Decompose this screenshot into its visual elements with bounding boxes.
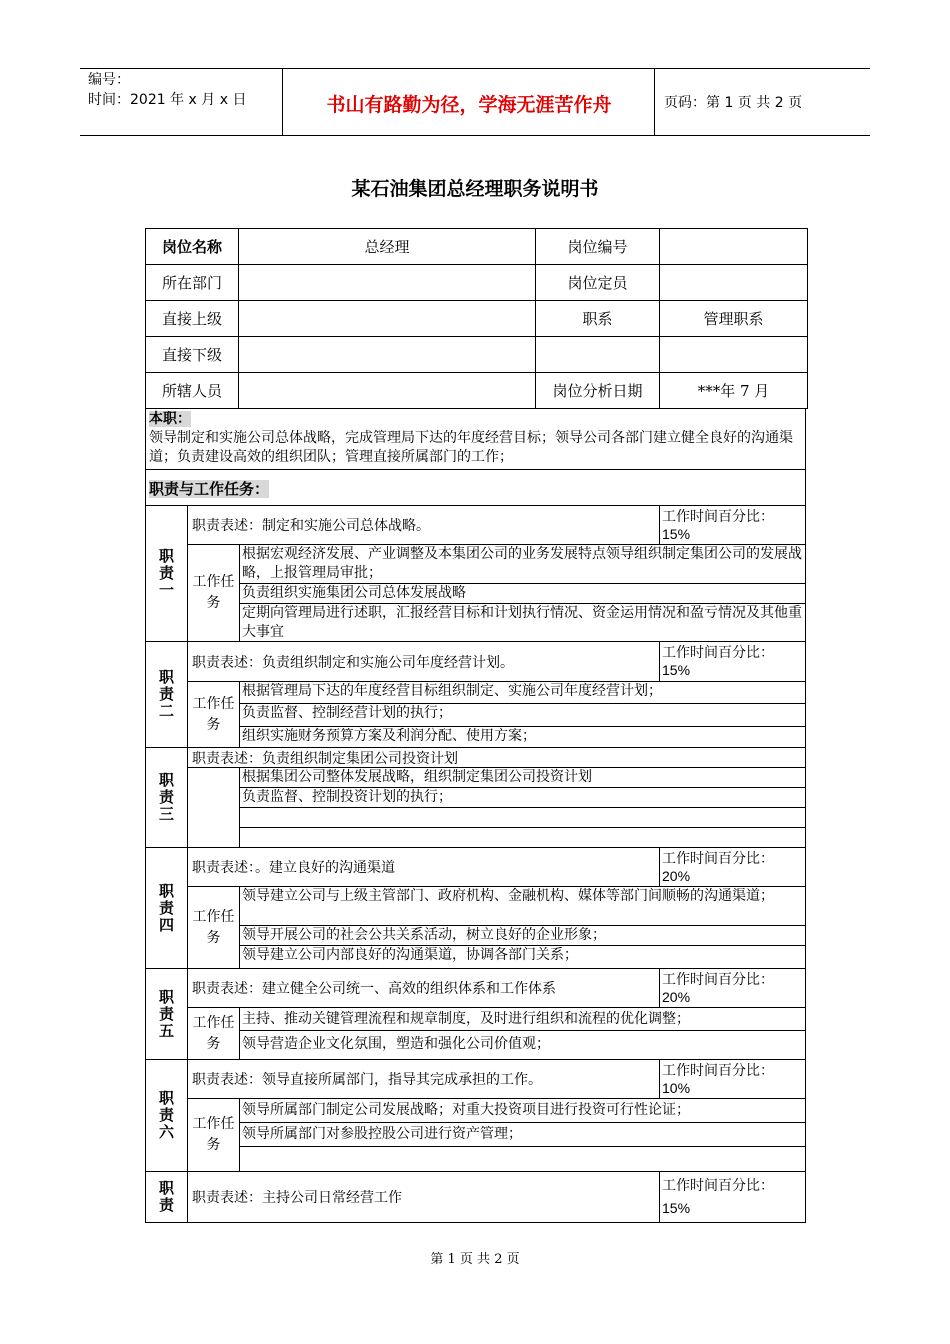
header-divider: [282, 69, 283, 136]
duty-name: 职责四: [157, 882, 175, 934]
superior-label: 直接上级: [146, 301, 239, 337]
post-code-value: [660, 229, 808, 265]
benzhi-label: 本职：: [149, 411, 191, 427]
quota-value: [660, 265, 808, 301]
duty-pct-value: 10%: [662, 1080, 691, 1096]
superior-value: [239, 301, 536, 337]
dept-value: [239, 265, 536, 301]
task-label: 工作任务: [188, 545, 240, 641]
task-list: [240, 887, 805, 968]
duty-tasks: [188, 887, 805, 968]
duty-block: [145, 748, 806, 848]
empty-cell: [536, 337, 660, 373]
task-item: 根据管理局下达的年度经营目标组织制定、实施公司年度经营计划；: [240, 682, 805, 704]
duty-desc-row: [188, 748, 805, 768]
task-list: [240, 545, 805, 641]
task-item: 根据宏观经济发展、产业调整及本集团公司的业务发展特点领导组织制定集团公司的发展战略，上报管理局审批；: [240, 545, 805, 584]
duty-tasks: [188, 682, 805, 747]
task-label: 工作任务: [188, 887, 240, 968]
benzhi-text: 领导制定和实施公司总体战略，完成管理局下达的年度经营目标；领导公司各部门建立健全良好的沟通渠道；负责建设高效的组织团队；管理直接所属部门的工作；: [149, 430, 793, 465]
duty-pct-cell: [659, 642, 805, 681]
duty-desc: 职责表述：建立健全公司统一、高效的组织体系和工作体系: [192, 981, 556, 997]
duty-pct-label: 工作时间百分比：: [662, 1177, 774, 1193]
header-top-rule: [80, 68, 870, 69]
duty-pct-cell: [659, 848, 805, 886]
duty-name: 职责二: [157, 669, 175, 720]
duty-block: [145, 1172, 806, 1223]
duty-name: 职责五: [157, 988, 175, 1040]
duty-pct-cell: [659, 1060, 805, 1098]
duty-desc-row: [188, 1060, 805, 1099]
post-name-value: 总经理: [239, 229, 536, 265]
staff-label: 所辖人员: [146, 373, 239, 409]
duty-desc-row: [188, 1172, 805, 1222]
empty-cell: [660, 337, 808, 373]
quota-label: 岗位定员: [536, 265, 660, 301]
duty-tasks: [188, 1008, 805, 1059]
duty-desc: 职责表述：制定和实施公司总体战略。: [192, 518, 430, 534]
post-name-label: 岗位名称: [146, 229, 239, 265]
task-item: 领导开展公司的社会公共关系活动，树立良好的企业形象；: [240, 926, 805, 946]
duty-tasks: [188, 545, 805, 641]
duty-pct-label: 工作时间百分比：: [662, 644, 774, 660]
document-title: 某石油集团总经理职务说明书: [351, 178, 599, 200]
duty-desc: 职责表述：领导直接所属部门，指导其完成承担的工作。: [192, 1072, 542, 1088]
task-item: 负责监督、控制投资计划的执行；: [240, 788, 805, 808]
header-divider: [654, 69, 655, 136]
duties-heading: [145, 470, 806, 506]
duty-name: 职责三: [157, 772, 175, 823]
duty-name-cell: [146, 1060, 188, 1171]
subordinate-value: [239, 337, 536, 373]
task-label: [188, 768, 240, 847]
duty-desc: 职责表述：负责组织制定和实施公司年度经营计划。: [192, 654, 514, 671]
duty-pct-label: 工作时间百分比：: [662, 971, 774, 987]
task-item: [240, 808, 805, 828]
task-item: 领导所属部门制定公司发展战略；对重大投资项目进行投资可行性论证；: [240, 1099, 805, 1123]
table-row: [146, 229, 808, 265]
task-label: 工作任务: [188, 1099, 240, 1171]
duty-name-cell: [146, 1172, 188, 1222]
duty-desc-row: [188, 969, 805, 1008]
table-row: [146, 301, 808, 337]
task-item: 领导建立公司内部良好的沟通渠道，协调各部门关系；: [242, 947, 578, 963]
duty-block: [145, 1060, 806, 1172]
duty-pct-value: 20%: [662, 868, 691, 884]
duty-pct-value: 15%: [662, 1200, 691, 1216]
duty-name-cell: [146, 848, 188, 968]
analysis-date-value: ***年 7 月: [660, 373, 808, 409]
task-item: 领导建立公司与上级主管部门、政府机构、金融机构、媒体等部门间顺畅的沟通渠道；: [240, 887, 805, 926]
duty-desc: 职责表述：主持公司日常经营工作: [192, 1190, 402, 1206]
subordinate-label: 直接下级: [146, 337, 239, 373]
analysis-date-label: 岗位分析日期: [536, 373, 660, 409]
duty-block: [145, 642, 806, 748]
duty-tasks: [188, 1099, 805, 1171]
task-item: [240, 1147, 805, 1171]
duty-pct-label: 工作时间百分比：: [662, 508, 774, 524]
duty-desc: 职责表述：负责组织制定集团公司投资计划: [192, 750, 458, 767]
header-page-info: 页码：第 1 页 共 2 页: [664, 95, 803, 111]
post-code-label: 岗位编号: [536, 229, 660, 265]
dept-label: 所在部门: [146, 265, 239, 301]
duty-block: [145, 506, 806, 642]
table-row: [146, 373, 808, 409]
task-list: [240, 1099, 805, 1171]
duty-name: 职责六: [157, 1090, 175, 1141]
task-list: [240, 768, 805, 847]
duty-desc-row: [188, 848, 805, 887]
duty-block: [145, 969, 806, 1060]
duty-pct-value: 15%: [662, 662, 691, 678]
duties-label: 职责与工作任务：: [149, 480, 270, 498]
duty-name: 职责: [157, 1180, 175, 1214]
series-value: 管理职系: [660, 301, 808, 337]
duty-name-cell: [146, 642, 188, 747]
task-label: 工作任务: [188, 682, 240, 747]
task-list: [240, 682, 805, 747]
staff-value: [239, 373, 536, 409]
post-info-table: [145, 228, 808, 409]
task-item: 组织实施财务预算方案及利润分配、使用方案；: [242, 728, 536, 744]
duty-pct-label: 工作时间百分比：: [662, 1062, 774, 1078]
doc-code: 编号：: [88, 72, 130, 88]
task-item: 主持、推动关键管理流程和规章制度，及时进行组织和流程的优化调整；: [240, 1008, 805, 1031]
duty-pct-cell: [659, 1172, 805, 1222]
duty-pct-value: 15%: [662, 526, 691, 542]
task-item: [240, 828, 805, 848]
header-bottom-rule: [80, 135, 870, 136]
task-item: 根据集团公司整体发展战略，组织制定集团公司投资计划: [240, 768, 805, 788]
header-motto: 书山有路勤为径，学海无涯苦作舟: [326, 94, 612, 116]
duty-desc-row: [188, 642, 805, 682]
task-item: 负责监督、控制经营计划的执行；: [240, 704, 805, 727]
series-label: 职系: [536, 301, 660, 337]
table-row: [146, 337, 808, 373]
table-row: [146, 265, 808, 301]
duty-pct-cell: [659, 506, 805, 544]
duty-pct-label: 工作时间百分比：: [662, 850, 774, 866]
task-list: [240, 1008, 805, 1059]
duty-tasks: [188, 768, 805, 847]
duty-pct-value: 20%: [662, 989, 691, 1005]
duty-name: 职责一: [157, 548, 175, 599]
doc-date: 时间：2021 年 x 月 x 日: [88, 92, 247, 108]
duty-block: [145, 848, 806, 969]
duty-desc: 职责表述：。建立良好的沟通渠道: [192, 860, 395, 876]
duty-name-cell: [146, 748, 188, 847]
task-label: 工作任务: [188, 1008, 240, 1059]
page-footer: 第 1 页 共 2 页: [430, 1252, 520, 1267]
duty-pct-cell: [659, 969, 805, 1007]
task-item: 负责组织实施集团公司总体发展战略: [240, 584, 805, 604]
duty-name-cell: [146, 506, 188, 641]
task-item: 领导营造企业文化氛围，塑造和强化公司价值观；: [242, 1036, 550, 1052]
benzhi-section: [145, 408, 806, 470]
header-left: [88, 70, 246, 110]
task-item: 领导所属部门对参股控股公司进行资产管理；: [240, 1123, 805, 1147]
duty-desc-row: [188, 506, 805, 545]
task-item: 定期向管理局进行述职，汇报经营目标和计划执行情况、资金运用情况和盈亏情况及其他重大事宜: [242, 605, 802, 640]
duty-name-cell: [146, 969, 188, 1059]
